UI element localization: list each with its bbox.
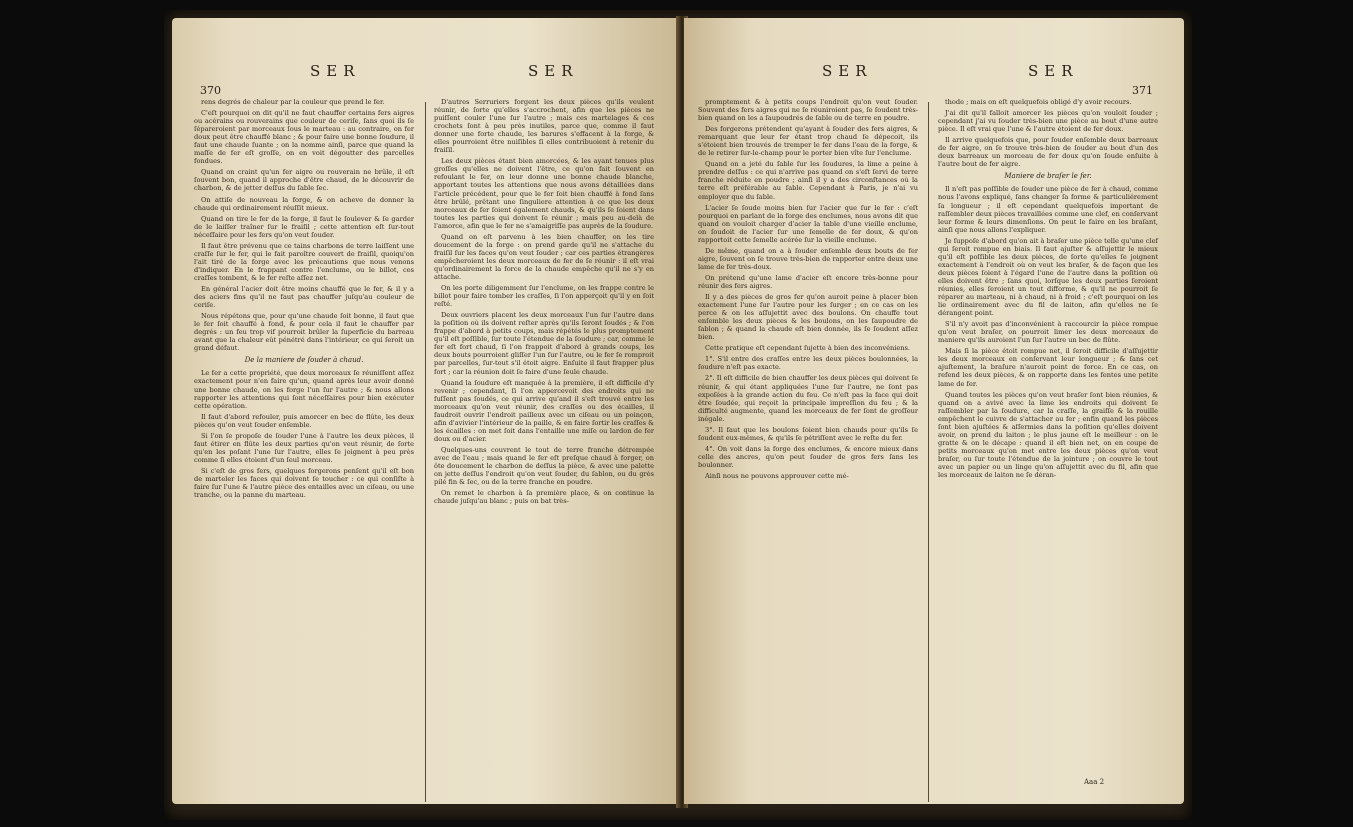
page-number: 370 <box>200 84 221 97</box>
paragraph: Ainſi nous ne pouvons approuver cette mé- <box>705 471 849 480</box>
paragraph: Quand on craint qu'un fer aigre ou rouverain ne brûle, il eſt ſouvent bon, quand il approche d'être chaud, de le découvrir de charbon, & de jetter deſſus du ſable ſec. <box>194 168 414 193</box>
text-column-1 <box>194 98 414 502</box>
paragraph: Il y a des pièces de gros fer qu'on auroit peine à placer bien exactement l'une ſur l'autre pour les ſurger ; en ce cas on les perce & on les aſſujettit avec des boulons. On chauffe tout enſemble les deux pièces & les boulons, on les ſaupoudre de ſablon ; & quand la chaude eſt bien donnée, ils ſe ſoudent aſſez bien. <box>698 293 918 342</box>
text-column-2 <box>938 98 1158 482</box>
paragraph: Il faut être prévenu que ce tains charbons de terre laiſſent une craſſe ſur le fer, qui le fait paroître couvert de fraiſil, quoiqu'on l'ait tiré de la forge avec les précautions que nous venons d'indiquer. En le frappant contre l'enclume, ou le billot, ces craſſes tombent, & le fer reſte aſſez net. <box>194 241 414 282</box>
paragraph: Cette pratique eſt cependant ſujette à bien des inconvéniens. <box>705 344 910 353</box>
paragraph: Nous répétons que, pour qu'une chaude ſoit bonne, il faut que le fer ſoit chauffé à fond, & pour cela il faut le chauffer par degrés : un feu trop vif pourroit brûler la ſuperficie du barreau avant que la chaleur eût pénétré dans l'intérieur, ce qui ſeroit un grand défaut. <box>194 312 414 353</box>
paragraph: Deux ouvriers placent les deux morceaux l'un ſur l'autre dans la poſition où ils doivent reſter après qu'ils ſeront ſoudés ; & l'on frappe d'abord à petits coups, mais répétés le plus promptement qu'il eſt poſſible, ſur toute l'étendue de la ſoudure ; car, comme le fer eſt fort chaud, ſi l'on frappoit d'abord à grands coups, les deux bouts pourroient gliſſer l'un ſur l'autre, ou le fer ſe romproit par parcelles, ſur-tout s'il étoit aigre. Enſuite il faut frapper plus fort ; car la réunion doit ſe faire d'une ſeule chaude. <box>434 311 654 376</box>
paragraph: 2°. Il eſt difficile de bien chauffer les deux pièces qui doivent ſe réunir, & qui étant appliquées l'une ſur l'autre, ne ſont pas expoſées à la grande action du feu. Ce n'eſt pas la face qui doit être ſoudée, qui reçoit la principale impreſſion du feu ; & la difficulté augmente, quand les morceaux de fer ſont de groſſeur inégale. <box>698 374 918 423</box>
section-heading: Maniere de braſer le fer. <box>1004 172 1092 181</box>
paragraph: On attiſe de nouveau la forge, & on acheve de donner la chaude qui ordinairement réuſſit mieux. <box>194 195 414 212</box>
section-heading: De la maniere de ſouder à chaud. <box>244 356 364 365</box>
paragraph: Quelques-uns couvrent le tout de terre franche détrempée avec de l'eau ; mais quand le fer eſt preſque chaud à forger, on ôte doucement le charbon de deſſus la pièce, & avec une palette on jette deſſus l'endroit qu'on veut ſouder, du ſablon, ou du grès pilé fin & ſec, ou de la terre franche en poudre. <box>434 445 654 487</box>
paragraph: On remet le charbon à ſa première place, & on continue la chaude juſqu'au blanc ; puis on bat très- <box>434 489 654 506</box>
paragraph: En général l'acier doit être moins chauffé que le fer, & il y a des aciers fins qu'il ne faut pas chauffer juſqu'au couleur de ceriſe. <box>194 284 414 310</box>
paragraph: Il arrive quelquefois que, pour ſouder enſemble deux barreaux de fer aigre, on ſe trouve très-bien de ſouder au bout d'un des deux barreaux un morceau de fer doux qu'on ſoude enſuite à l'autre bout de fer aigre. <box>938 136 1158 169</box>
paragraph: Quand la ſoudure eſt manquée à la première, il eſt difficile d'y revenir ; cependant, ſi l'on appercevoit des endroits qui ne fuſſent pas ſoudés, ce qui arrive qu'and il s'eſt trouvé entre les morceaux qu'on veut réunir, des craſſes ou des écailles, il faudroit ouvrir l'endroit pailleux avec un ciſeau ou un poinçon, afin d'avivier l'intérieur de la paille, & en faire ſortir les craſſes & les écailles : on met ſoit dans l'entaille une miſe ou lardon de fer doux ou d'acier. <box>434 378 654 443</box>
paragraph: On les porte diligemment ſur l'enclume, on les frappe contre le billot pour faire tomber les craſſes, ſi l'on apperçoit qu'il y en ſoit reſté. <box>434 284 654 309</box>
running-header-right: SER <box>528 62 579 80</box>
paragraph: Mais ſi la pièce étoit rompue net, il ſeroit difficile d'aſſujettir les deux morceaux en conſervant leur longueur ; & ſans cet ajuſtement, la braſure n'auroit point de force. En ce cas, on refend les deux pièces, & on rapporte dans les fentes une petite lame de fer. <box>938 347 1158 388</box>
running-header-right: SER <box>1028 62 1079 80</box>
paragraph: Les deux pièces étant bien amorcées, & les ayant tenues plus groſſes qu'elles ne doivent l'être, ce qu'on fait ſouvent en refoulant le fer, on leur donne une bonne chaude blanche, apportant toutes les attentions que nous avons détaillées dans l'article précédent, pour que le fer ſoit bien chauffé à fond ſans être brûlé, prêtant une ſinguliere attention à ce que les deux morceaux de fer ſoient également chauds, & qu'ils ſe ſoient dans toutes les parties qui doivent ſe réunir ; mais peu au-delà de l'amorce, afin que le fer ne s'amaigriſſe pas auprès de la ſoudure. <box>434 157 654 230</box>
column-rule <box>928 102 929 802</box>
left-page <box>172 18 680 804</box>
paragraph: On prétend qu'une lame d'acier eſt encore très-bonne pour réunir des fers aigres. <box>698 273 918 290</box>
signature-mark: Aaa 2 <box>1084 778 1105 786</box>
page-number: 371 <box>1132 84 1153 97</box>
paragraph: promptement & à petits coups l'endroit qu'on veut ſouder. Souvent des fers aigres qui ne ſe réuniroient pas, ſe ſoudent très-bien quand on les a ſaupoudrés de ſable ou de terre en poudre. <box>698 98 918 123</box>
paragraph: Quand on tire le fer de la forge, il faut le ſoulever & ſe garder de le laiſſer traîner ſur le fraiſil ; cette attention eſt ſur-tout néceſſaire pour les fers qu'on veut ſouder. <box>194 214 414 239</box>
paragraph: L'acier ſe ſoude moins bien ſur l'acier que ſur le fer : c'eſt pourquoi en parlant de la forge des enclumes, nous avons dit que quand on vouloit charger d'acier la table d'une vieille enclume, on ſoudoit de l'acier ſur une ſemelle de fer doux, & qu'on rapportoit cette ſemelle acérée ſur la vieille enclume. <box>698 203 918 244</box>
paragraph: C'eſt pourquoi on dit qu'il ne faut chauffer certains fers aigres ou acérains ou rouverains que couleur de ceriſe, ſans quoi ils ſe ſépareroient par morceaux ſous le marteau : au contraire, on fer doux peut être chauffé blanc ; & pour faire une bonne ſoudure, il faut une chaude ſuante ; on la nomme ainſi, parce que quand la maſſe de fer eſt groſſe, on en voit dégoutter des parcelles fondues. <box>194 109 414 166</box>
paragraph: Quand toutes les pièces qu'on veut braſer ſont bien réunies, & quand on a avivé avec la lime les endroits qui doivent ſe raſſembler par la ſoudure, car la craſſe, la graiſſe & la rouille empêchent le cuivre de s'attacher au fer ; enfin quand les pièces ſont bien ajuſtées & aſſermies dans la poſition qu'elles doivent avoir, on prend du laiton ; le plus jaune eſt le meilleur : on le gratte & on le décape : quand il eſt bien net, on en coupe de petits morceaux qu'on met entre les deux pièces qu'on veut braſer, ou ſur toute l'étendue de la jointure ; on couvre le tout avec un papier ou un linge qu'on aſſujettit avec du fil, afin que les morceaux de laiton ne ſe déran- <box>938 390 1158 480</box>
paragraph: 3°. Il faut que les boulons ſoient bien chauds pour qu'ils ſe ſoudent eux-mêmes, & qu'ils ſe pétriſſent avec le reſte du fer. <box>698 425 918 442</box>
paragraph: D'autres Serruriers forgent les deux pièces qu'ils veulent réunir, de ſorte qu'elles s'accrochent, afin que les pièces ne puiſſent couler l'une ſur l'autre ; mais ces martelages & ces crochets ſont à peu près inutiles, parce que, comme il faut donner une forte chaude, les barures s'effacent à la forge, & elles pourroient être nuiſibles ſi elles contribuoient à retenir du fraiſil. <box>434 98 654 155</box>
paragraph: S'il n'y avoit pas d'inconvénient à raccourcir la pièce rompue qu'on veut braſer, on pourroit limer les deux morceaux de maniere qu'ils auroient l'un ſur l'autre un bec de flûte. <box>938 320 1158 345</box>
paragraph: Si l'on ſe propoſe de ſouder l'une à l'autre les deux pièces, il faut étirer en flûte les deux parties qu'on veut réunir, de ſorte qu'en les poſant l'une ſur l'autre, elles ſe joignent à peu près comme ſi elles étoient d'un ſeul morceau. <box>194 431 414 464</box>
paragraph: Quand on a jeté du ſable ſur les ſoudures, la lime a peine à prendre deſſus : ce qui n'arrive pas quand on s'eſt ſervi de terre franche réduite en poudre ; ainſi il y a des circonſtances où la terre eſt préférable au ſable. Cependant à Paris, je n'ai vu employer que du ſable. <box>698 160 918 201</box>
paragraph: 1°. S'il entre des craſſes entre les deux pièces boulonnées, la ſoudure n'eſt pas exacte. <box>698 355 918 372</box>
text-column-1 <box>698 98 918 483</box>
paragraph: Des forgerons prétendent qu'ayant à ſouder des fers aigres, & remarquant que leur fer étant trop chaud ſe dépecoit, ils s'étoient bien trouvés de tremper le fer dans l'eau de la forge, & de le retirer ſur-le-champ pour le porter bien vîte ſur l'enclume. <box>698 125 918 158</box>
paragraph: Il n'eſt pas poſſible de ſouder une pièce de fer à chaud, comme nous l'avons expliqué, ſans changer ſa forme & particuliérement ſa longueur ; il eſt cependant quelquefois important de raſſembler deux pièces travaillées comme une clef, en conſervant leur forme & leurs dimenſions. On peut le faire en les braſant, ainſi que nous allons l'expliquer. <box>938 185 1158 234</box>
paragraph: De même, quand on a à ſouder enſemble deux bouts de fer aigre, ſouvent on ſe trouve très-bien de rapporter entre deux une lame de fer très-doux. <box>698 246 918 271</box>
paragraph: 4°. On voit dans la forge des enclumes, & encore mieux dans celle des ancres, qu'on peut ſouder de gros fers ſans les boulonner. <box>698 444 918 469</box>
paragraph: thode ; mais on eſt quelquefois obligé d'y avoir recours. <box>945 98 1132 106</box>
text-column-2 <box>434 98 654 508</box>
running-header-left: SER <box>310 62 361 80</box>
paragraph: J'ai dit qu'il falloit amorcer les pièces qu'on vouloit ſouder ; cependant j'ai vu ſouder très-bien une pièce au bout d'une autre pièce. Il eſt vrai que l'une & l'autre étoient de fer doux. <box>938 109 1158 134</box>
paragraph: Quand on eſt parvenu à les bien chauffer, on les tire doucement de la forge : on prend garde qu'il ne s'attache du fraiſil ſur les faces qu'on veut ſouder ; car ces parties étrangères empêcheroient les deux morceaux de fer de ſe réunir : il eſt vrai qu'ordinairement la force de la chaude empêche qu'il ne s'y en attache. <box>434 232 654 281</box>
paragraph: Le fer a cette propriété, que deux morceaux ſe réuniſſent aſſez exactement pour n'en faire qu'un, quand après leur avoir donné une bonne chaude, on les forge l'un ſur l'autre ; & nous allons rapporter les attentions qui ſont néceſſaires pour bien exécuter cette opération. <box>194 369 414 410</box>
running-header-left: SER <box>822 62 873 80</box>
right-page <box>684 18 1184 804</box>
paragraph: Il faut d'abord refouler, puis amorcer en bec de flûte, les deux pièces qu'on veut ſouder enſemble. <box>194 412 414 429</box>
paragraph: Je ſuppoſe d'abord qu'on ait à braſer une pièce telle qu'une clef qui ſeroit rompue en biais. Il faut ajuſter & aſſujettir le mieux qu'il eſt poſſible les deux pièces, de ſorte qu'elles ſe joignent exactement à l'endroit où on veut les braſer, & de façon que les deux pièces ſoient à l'égard l'une de l'autre dans la poſition où elles doivent être ; ſans quoi, lorſque les deux parties ſeroient réunies, elles ſeroient un tout difforme, & qu'il ne pourroit ſe réparer au marteau, ni à chaud, ni à froid ; c'eſt pourquoi on les lie ordinairement avec du fil de laiton, afin qu'elles ne ſe dérangent point. <box>938 236 1158 318</box>
paragraph: rens degrés de chaleur par la couleur que prend le fer. <box>201 98 385 106</box>
paragraph: Si c'eſt de gros fers, quelques forgerons penſent qu'il eſt bon de marteler les faces qui doivent ſe toucher : ce qui conſiſte à faire ſur l'une & l'autre pièce des entailles avec un ciſeau, ou une tranche, ou la panne du marteau. <box>194 466 414 500</box>
column-rule <box>425 102 426 802</box>
